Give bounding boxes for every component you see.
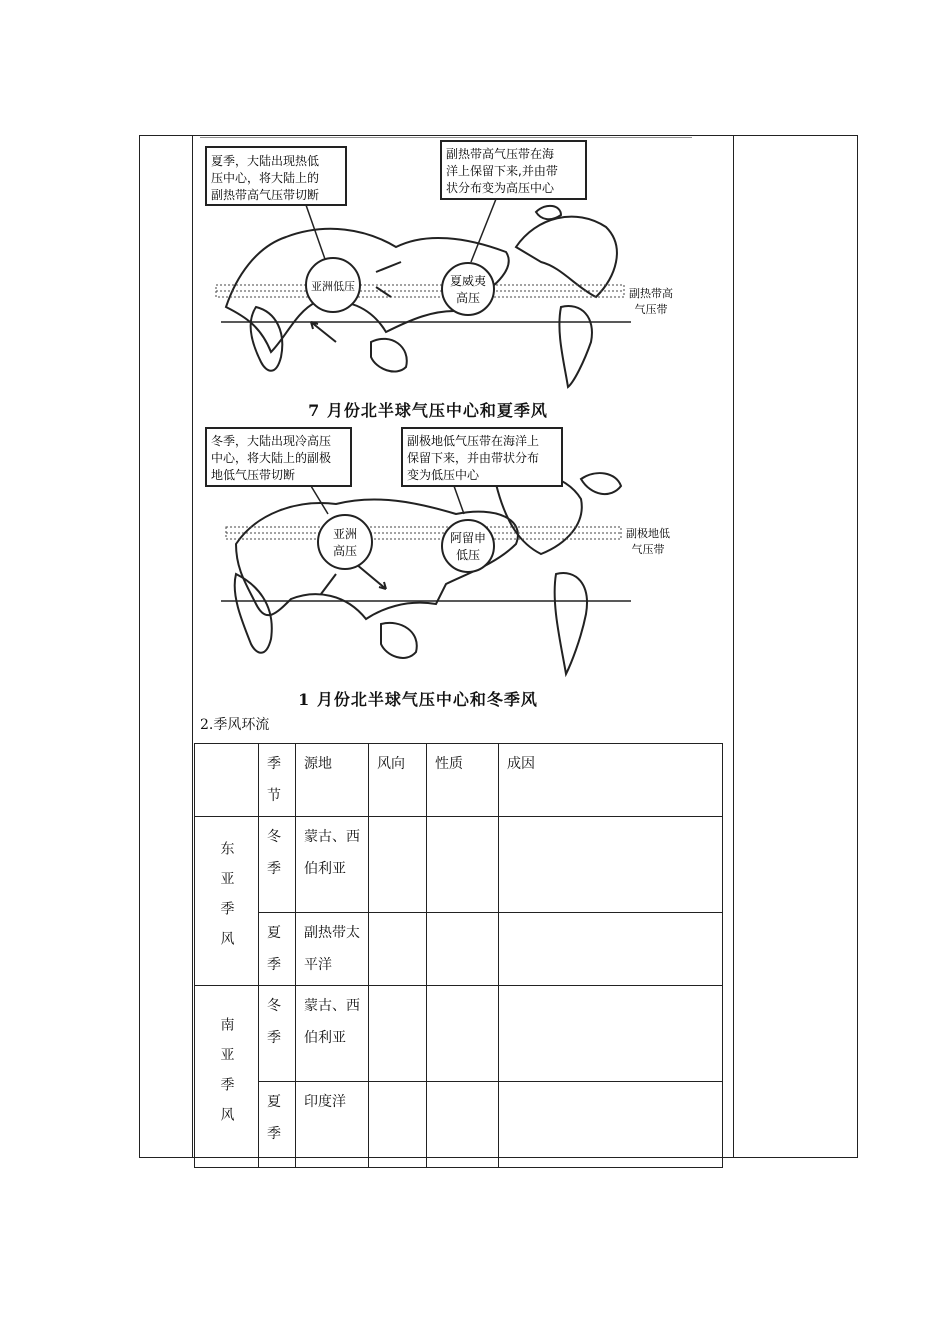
aleutian-low-label-2: 低压 [455, 548, 481, 562]
header-season: 季节 [259, 744, 296, 817]
monsoon-table [194, 743, 723, 1168]
source-cell: 蒙古、西伯利亚 [296, 986, 369, 1082]
wind-direction-cell [369, 986, 427, 1082]
jan-box-left-line-1: 冬季，大陆出现冷高压 [211, 434, 332, 448]
asian-low-label: 亚洲低压 [311, 280, 355, 293]
jan-belt-label-2: 气压带 [631, 543, 665, 556]
header-nature: 性质 [427, 744, 499, 817]
july-box-right-line-3: 状分布变为高压中心 [446, 181, 555, 195]
asian-high-label-1: 亚洲 [332, 527, 358, 541]
july-box-left-line-3: 副热带高气压带切断 [211, 188, 320, 202]
cause-cell [499, 986, 723, 1082]
source-cell: 副热带太平洋 [296, 913, 369, 986]
jan-box-left-line-3: 地低气压带切断 [211, 468, 296, 482]
table-row [195, 986, 723, 1082]
nature-cell [427, 986, 499, 1082]
aleutian-low-label-1: 阿留申 [449, 531, 487, 545]
wind-direction-cell [369, 817, 427, 913]
header-blank-cell [195, 744, 259, 817]
season-cell: 夏季 [259, 1082, 296, 1168]
header-wind-direction: 风向 [369, 744, 427, 817]
table-header-row [195, 744, 723, 817]
section-heading: 2.季风环流 [200, 717, 270, 733]
season-cell: 冬季 [259, 986, 296, 1082]
july-box-right-line-2: 洋上保留下来,并由带 [446, 164, 558, 178]
table-row [195, 913, 723, 986]
group-name-east-asia: 东亚季风 [195, 817, 259, 986]
cause-cell [499, 913, 723, 986]
july-box-left-line-1: 夏季，大陆出现热低 [211, 154, 320, 168]
jan-box-right-line-2: 保留下来，并由带状分布 [407, 451, 540, 465]
july-belt-label-1: 副热带高 [629, 287, 673, 300]
jan-belt-label-1: 副极地低 [626, 527, 670, 540]
july-belt-label-2: 气压带 [634, 303, 668, 316]
jan-box-right-line-1: 副极地低气压带在海洋上 [407, 434, 540, 448]
july-box-right-line-1: 副热带高气压带在海 [446, 147, 555, 161]
season-cell: 冬季 [259, 817, 296, 913]
july-map-title: 7 月份北半球气压中心和夏季风 [308, 401, 548, 420]
nature-cell [427, 1082, 499, 1168]
nature-cell [427, 913, 499, 986]
left-column-divider [192, 135, 193, 1158]
cause-cell [499, 1082, 723, 1168]
header-source: 源地 [296, 744, 369, 817]
right-column-divider [733, 135, 734, 1158]
group-name-south-asia: 南亚季风 [195, 986, 259, 1168]
cause-cell [499, 817, 723, 913]
wind-direction-cell [369, 1082, 427, 1168]
season-cell: 夏季 [259, 913, 296, 986]
hawaii-high-label-1: 夏威夷 [449, 274, 487, 288]
table-row [195, 1082, 723, 1168]
source-cell: 印度洋 [296, 1082, 369, 1168]
hawaii-high-label-2: 高压 [455, 291, 481, 305]
asian-high-label-2: 高压 [332, 544, 358, 558]
nature-cell [427, 817, 499, 913]
january-map-title: 1 月份北半球气压中心和冬季风 [298, 690, 538, 709]
wind-direction-cell [369, 913, 427, 986]
source-cell: 蒙古、西伯利亚 [296, 817, 369, 913]
jan-box-left-line-2: 中心，将大陆上的副极 [211, 451, 332, 465]
july-pressure-map [196, 137, 696, 397]
july-box-left-line-2: 压中心，将大陆上的 [211, 171, 320, 185]
january-pressure-map [196, 424, 696, 686]
table-row [195, 817, 723, 913]
jan-box-right-line-3: 变为低压中心 [407, 468, 480, 482]
header-cause: 成因 [499, 744, 723, 817]
